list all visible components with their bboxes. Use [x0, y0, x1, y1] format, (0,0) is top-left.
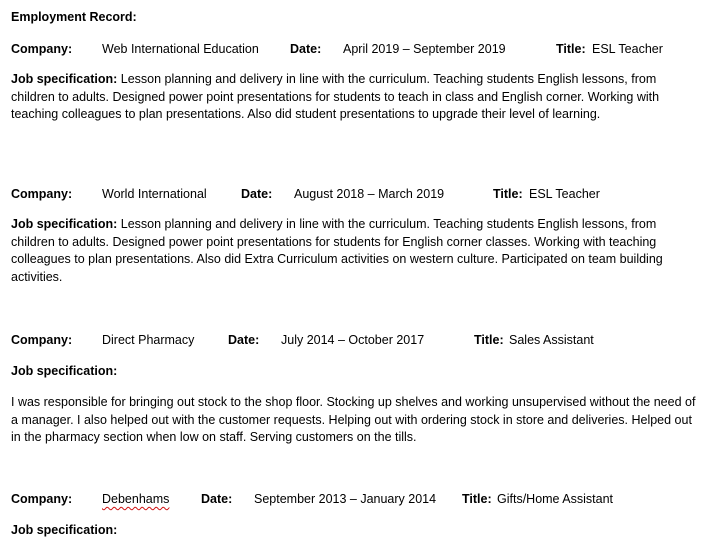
job-spec-label: Job specification: — [11, 217, 121, 231]
job-title: ESL Teacher — [592, 42, 663, 56]
company-name: Debenhams — [102, 492, 170, 506]
company-name: World International — [102, 187, 207, 201]
title-label: Title: — [493, 187, 523, 201]
title-label: Title: — [556, 42, 586, 56]
company-label: Company: — [11, 187, 73, 201]
job-title: Gifts/Home Assistant — [497, 492, 614, 506]
job-title: ESL Teacher — [529, 187, 600, 201]
section-heading: Employment Record: — [11, 10, 137, 24]
job-header-row — [11, 185, 701, 203]
date-range: September 2013 – January 2014 — [254, 492, 437, 506]
date-label: Date: — [290, 42, 322, 56]
job-spec-text: Lesson planning and delivery in line with the curriculum. Teaching students English lessons, from children to adults. Designed power point presentations for students for English corner classes. Working with teaching colleagues to plan presentations. Also did Extra Curriculum activities on western culture. Participated on team building activities. — [11, 217, 663, 284]
job-spec-text: Lesson planning and delivery in line with the curriculum. Teaching students English lessons, from children to adults. Designed power point presentations for students to teach in class and English corner. Working with teaching colleagues to plan presentations. Also did student presentations to upgrade their level of learning. — [11, 72, 660, 122]
date-range: April 2019 – September 2019 — [343, 42, 506, 56]
company-label: Company: — [11, 492, 73, 506]
date-label: Date: — [228, 333, 260, 347]
job-spec-label: Job specification: — [11, 364, 118, 378]
job-specification — [11, 216, 701, 286]
company-name: Web International Education — [102, 42, 259, 56]
company-label: Company: — [11, 333, 73, 347]
job-header-row — [11, 40, 701, 58]
title-label: Title: — [474, 333, 504, 347]
company-name: Direct Pharmacy — [102, 333, 195, 347]
date-range: August 2018 – March 2019 — [294, 187, 445, 201]
job-spec-label: Job specification: — [11, 523, 118, 537]
job-specification — [11, 394, 701, 447]
job-spec-text: I was responsible for bringing out stock to the shop floor. Stocking up shelves and working unsupervised without the need of a manager. I also helped out with the customer requests. Helping out with ordering stock in store and deliveries. Helped out in the pharmacy section when low on staff. Serving customers on the tills. — [11, 395, 696, 445]
job-specification — [11, 71, 701, 124]
job-spec-heading-row — [11, 362, 701, 380]
date-label: Date: — [241, 187, 273, 201]
company-label: Company: — [11, 42, 73, 56]
date-range: July 2014 – October 2017 — [281, 333, 425, 347]
job-header-row — [11, 331, 701, 349]
job-header-row — [11, 490, 701, 508]
job-spec-heading-row — [11, 521, 701, 539]
date-label: Date: — [201, 492, 233, 506]
job-spec-label: Job specification: — [11, 72, 121, 86]
title-label: Title: — [462, 492, 492, 506]
job-title: Sales Assistant — [509, 333, 594, 347]
